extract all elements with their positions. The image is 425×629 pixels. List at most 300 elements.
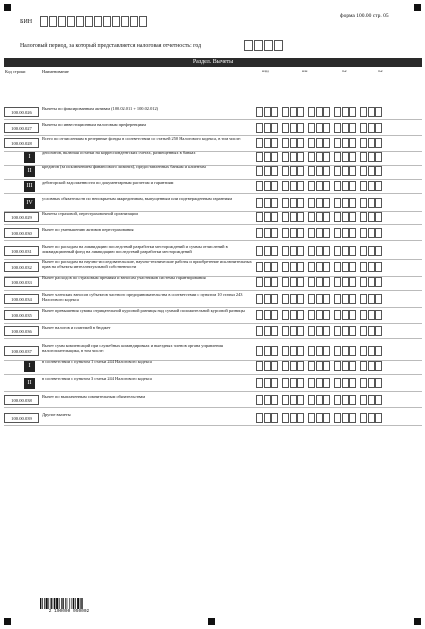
amount-digit-cell[interactable] — [282, 294, 289, 304]
amount-digit-cell[interactable] — [297, 152, 304, 162]
amount-digit-cell[interactable] — [368, 212, 375, 222]
amount-digit-cell[interactable] — [271, 228, 278, 238]
amount-digit-cell[interactable] — [360, 310, 367, 320]
amount-digit-cell[interactable] — [349, 166, 356, 176]
amount-digit-cell[interactable] — [375, 294, 382, 304]
amount-digit-cell[interactable] — [334, 228, 341, 238]
amount-digit-cell[interactable] — [342, 413, 349, 423]
row-amount-cells[interactable] — [256, 246, 383, 256]
amount-digit-cell[interactable] — [316, 228, 323, 238]
amount-digit-cell[interactable] — [297, 181, 304, 191]
row-amount-cells[interactable] — [256, 228, 383, 238]
amount-digit-cell[interactable] — [360, 277, 367, 287]
amount-digit-cell[interactable] — [334, 212, 341, 222]
amount-digit-cell[interactable] — [334, 246, 341, 256]
amount-digit-cell[interactable] — [349, 326, 356, 336]
amount-digit-cell[interactable] — [271, 413, 278, 423]
amount-digit-cell[interactable] — [316, 413, 323, 423]
amount-digit-cell[interactable] — [297, 361, 304, 371]
amount-digit-cell[interactable] — [349, 378, 356, 388]
amount-digit-cell[interactable] — [297, 166, 304, 176]
amount-digit-cell[interactable] — [271, 152, 278, 162]
amount-digit-cell[interactable] — [297, 198, 304, 208]
amount-digit-cell[interactable] — [290, 123, 297, 133]
amount-digit-cell[interactable] — [323, 361, 330, 371]
amount-digit-cell[interactable] — [256, 198, 263, 208]
amount-digit-cell[interactable] — [342, 212, 349, 222]
amount-digit-cell[interactable] — [264, 246, 271, 256]
row-amount-cells[interactable] — [256, 413, 383, 423]
amount-digit-cell[interactable] — [282, 346, 289, 356]
amount-digit-cell[interactable] — [323, 138, 330, 148]
amount-digit-cell[interactable] — [256, 166, 263, 176]
amount-digit-cell[interactable] — [316, 212, 323, 222]
amount-digit-cell[interactable] — [297, 212, 304, 222]
amount-digit-cell[interactable] — [375, 228, 382, 238]
amount-digit-cell[interactable] — [349, 198, 356, 208]
amount-digit-cell[interactable] — [297, 326, 304, 336]
amount-digit-cell[interactable] — [290, 107, 297, 117]
amount-digit-cell[interactable] — [316, 361, 323, 371]
amount-digit-cell[interactable] — [375, 107, 382, 117]
amount-digit-cell[interactable] — [323, 246, 330, 256]
amount-digit-cell[interactable] — [290, 277, 297, 287]
amount-digit-cell[interactable] — [256, 294, 263, 304]
amount-digit-cell[interactable] — [368, 277, 375, 287]
amount-digit-cell[interactable] — [342, 262, 349, 272]
amount-digit-cell[interactable] — [349, 413, 356, 423]
amount-digit-cell[interactable] — [308, 123, 315, 133]
amount-digit-cell[interactable] — [323, 212, 330, 222]
amount-digit-cell[interactable] — [368, 262, 375, 272]
amount-digit-cell[interactable] — [271, 378, 278, 388]
amount-digit-cell[interactable] — [308, 152, 315, 162]
amount-digit-cell[interactable] — [349, 138, 356, 148]
amount-digit-cell[interactable] — [360, 181, 367, 191]
amount-digit-cell[interactable] — [375, 378, 382, 388]
amount-digit-cell[interactable] — [323, 310, 330, 320]
amount-digit-cell[interactable] — [360, 228, 367, 238]
row-amount-cells[interactable] — [256, 212, 383, 222]
amount-digit-cell[interactable] — [342, 138, 349, 148]
amount-digit-cell[interactable] — [342, 181, 349, 191]
amount-digit-cell[interactable] — [256, 346, 263, 356]
amount-digit-cell[interactable] — [256, 361, 263, 371]
amount-digit-cell[interactable] — [282, 395, 289, 405]
amount-digit-cell[interactable] — [271, 246, 278, 256]
amount-digit-cell[interactable] — [297, 277, 304, 287]
amount-digit-cell[interactable] — [264, 413, 271, 423]
amount-digit-cell[interactable] — [323, 277, 330, 287]
amount-digit-cell[interactable] — [282, 228, 289, 238]
amount-digit-cell[interactable] — [316, 198, 323, 208]
amount-digit-cell[interactable] — [334, 262, 341, 272]
amount-digit-cell[interactable] — [256, 246, 263, 256]
amount-digit-cell[interactable] — [282, 138, 289, 148]
amount-digit-cell[interactable] — [264, 277, 271, 287]
row-amount-cells[interactable] — [256, 107, 383, 117]
amount-digit-cell[interactable] — [368, 346, 375, 356]
amount-digit-cell[interactable] — [368, 246, 375, 256]
amount-digit-cell[interactable] — [264, 123, 271, 133]
amount-digit-cell[interactable] — [334, 152, 341, 162]
amount-digit-cell[interactable] — [308, 326, 315, 336]
amount-digit-cell[interactable] — [282, 166, 289, 176]
row-amount-cells[interactable] — [256, 123, 383, 133]
amount-digit-cell[interactable] — [308, 395, 315, 405]
amount-digit-cell[interactable] — [282, 107, 289, 117]
row-amount-cells[interactable] — [256, 138, 383, 148]
amount-digit-cell[interactable] — [323, 346, 330, 356]
amount-digit-cell[interactable] — [360, 361, 367, 371]
row-amount-cells[interactable] — [256, 395, 383, 405]
amount-digit-cell[interactable] — [323, 166, 330, 176]
amount-digit-cell[interactable] — [256, 181, 263, 191]
amount-digit-cell[interactable] — [375, 123, 382, 133]
amount-digit-cell[interactable] — [271, 346, 278, 356]
amount-digit-cell[interactable] — [360, 246, 367, 256]
amount-digit-cell[interactable] — [256, 152, 263, 162]
amount-digit-cell[interactable] — [290, 212, 297, 222]
amount-digit-cell[interactable] — [316, 123, 323, 133]
amount-digit-cell[interactable] — [297, 310, 304, 320]
amount-digit-cell[interactable] — [271, 294, 278, 304]
amount-digit-cell[interactable] — [360, 152, 367, 162]
amount-digit-cell[interactable] — [349, 123, 356, 133]
amount-digit-cell[interactable] — [375, 395, 382, 405]
amount-digit-cell[interactable] — [375, 361, 382, 371]
amount-digit-cell[interactable] — [342, 310, 349, 320]
amount-digit-cell[interactable] — [271, 138, 278, 148]
amount-digit-cell[interactable] — [308, 413, 315, 423]
amount-digit-cell[interactable] — [360, 413, 367, 423]
amount-digit-cell[interactable] — [349, 361, 356, 371]
amount-digit-cell[interactable] — [282, 277, 289, 287]
amount-digit-cell[interactable] — [334, 123, 341, 133]
amount-digit-cell[interactable] — [282, 198, 289, 208]
amount-digit-cell[interactable] — [290, 395, 297, 405]
amount-digit-cell[interactable] — [290, 198, 297, 208]
amount-digit-cell[interactable] — [282, 123, 289, 133]
amount-digit-cell[interactable] — [360, 326, 367, 336]
amount-digit-cell[interactable] — [349, 152, 356, 162]
amount-digit-cell[interactable] — [308, 198, 315, 208]
amount-digit-cell[interactable] — [334, 198, 341, 208]
amount-digit-cell[interactable] — [271, 262, 278, 272]
amount-digit-cell[interactable] — [316, 326, 323, 336]
amount-digit-cell[interactable] — [264, 166, 271, 176]
amount-digit-cell[interactable] — [342, 277, 349, 287]
amount-digit-cell[interactable] — [297, 378, 304, 388]
amount-digit-cell[interactable] — [349, 277, 356, 287]
amount-digit-cell[interactable] — [297, 123, 304, 133]
amount-digit-cell[interactable] — [360, 107, 367, 117]
amount-digit-cell[interactable] — [282, 246, 289, 256]
amount-digit-cell[interactable] — [264, 138, 271, 148]
amount-digit-cell[interactable] — [334, 378, 341, 388]
amount-digit-cell[interactable] — [349, 212, 356, 222]
amount-digit-cell[interactable] — [308, 378, 315, 388]
amount-digit-cell[interactable] — [297, 138, 304, 148]
amount-digit-cell[interactable] — [342, 294, 349, 304]
amount-digit-cell[interactable] — [323, 228, 330, 238]
amount-digit-cell[interactable] — [323, 198, 330, 208]
amount-digit-cell[interactable] — [349, 181, 356, 191]
amount-digit-cell[interactable] — [368, 413, 375, 423]
amount-digit-cell[interactable] — [256, 326, 263, 336]
row-amount-cells[interactable] — [256, 152, 383, 162]
amount-digit-cell[interactable] — [375, 346, 382, 356]
amount-digit-cell[interactable] — [360, 378, 367, 388]
amount-digit-cell[interactable] — [256, 378, 263, 388]
amount-digit-cell[interactable] — [256, 413, 263, 423]
amount-digit-cell[interactable] — [282, 378, 289, 388]
amount-digit-cell[interactable] — [308, 346, 315, 356]
amount-digit-cell[interactable] — [308, 166, 315, 176]
amount-digit-cell[interactable] — [264, 294, 271, 304]
amount-digit-cell[interactable] — [308, 138, 315, 148]
amount-digit-cell[interactable] — [290, 138, 297, 148]
amount-digit-cell[interactable] — [264, 361, 271, 371]
amount-digit-cell[interactable] — [360, 138, 367, 148]
amount-digit-cell[interactable] — [271, 107, 278, 117]
amount-digit-cell[interactable] — [375, 198, 382, 208]
amount-digit-cell[interactable] — [368, 107, 375, 117]
amount-digit-cell[interactable] — [360, 395, 367, 405]
amount-digit-cell[interactable] — [256, 228, 263, 238]
amount-digit-cell[interactable] — [308, 246, 315, 256]
row-amount-cells[interactable] — [256, 262, 383, 272]
amount-digit-cell[interactable] — [334, 138, 341, 148]
amount-digit-cell[interactable] — [308, 310, 315, 320]
amount-digit-cell[interactable] — [308, 181, 315, 191]
amount-digit-cell[interactable] — [290, 152, 297, 162]
amount-digit-cell[interactable] — [342, 361, 349, 371]
amount-digit-cell[interactable] — [375, 212, 382, 222]
amount-digit-cell[interactable] — [375, 277, 382, 287]
amount-digit-cell[interactable] — [342, 378, 349, 388]
amount-digit-cell[interactable] — [290, 378, 297, 388]
amount-digit-cell[interactable] — [334, 395, 341, 405]
bin-cells[interactable] — [40, 16, 148, 27]
amount-digit-cell[interactable] — [342, 326, 349, 336]
amount-digit-cell[interactable] — [375, 152, 382, 162]
amount-digit-cell[interactable] — [323, 378, 330, 388]
amount-digit-cell[interactable] — [368, 326, 375, 336]
amount-digit-cell[interactable] — [342, 246, 349, 256]
amount-digit-cell[interactable] — [282, 181, 289, 191]
period-year-cells[interactable] — [244, 40, 284, 51]
amount-digit-cell[interactable] — [316, 395, 323, 405]
amount-digit-cell[interactable] — [264, 346, 271, 356]
amount-digit-cell[interactable] — [256, 212, 263, 222]
row-amount-cells[interactable] — [256, 378, 383, 388]
amount-digit-cell[interactable] — [375, 262, 382, 272]
amount-digit-cell[interactable] — [290, 310, 297, 320]
amount-digit-cell[interactable] — [290, 346, 297, 356]
amount-digit-cell[interactable] — [316, 166, 323, 176]
amount-digit-cell[interactable] — [323, 262, 330, 272]
amount-digit-cell[interactable] — [368, 138, 375, 148]
amount-digit-cell[interactable] — [349, 310, 356, 320]
amount-digit-cell[interactable] — [256, 107, 263, 117]
amount-digit-cell[interactable] — [323, 152, 330, 162]
amount-digit-cell[interactable] — [349, 246, 356, 256]
amount-digit-cell[interactable] — [323, 123, 330, 133]
amount-digit-cell[interactable] — [334, 107, 341, 117]
amount-digit-cell[interactable] — [264, 228, 271, 238]
amount-digit-cell[interactable] — [297, 294, 304, 304]
amount-digit-cell[interactable] — [334, 413, 341, 423]
amount-digit-cell[interactable] — [264, 326, 271, 336]
amount-digit-cell[interactable] — [342, 152, 349, 162]
amount-digit-cell[interactable] — [334, 181, 341, 191]
amount-digit-cell[interactable] — [256, 395, 263, 405]
amount-digit-cell[interactable] — [297, 246, 304, 256]
amount-digit-cell[interactable] — [264, 152, 271, 162]
amount-digit-cell[interactable] — [264, 378, 271, 388]
amount-digit-cell[interactable] — [349, 228, 356, 238]
amount-digit-cell[interactable] — [256, 138, 263, 148]
amount-digit-cell[interactable] — [342, 123, 349, 133]
amount-digit-cell[interactable] — [368, 294, 375, 304]
row-amount-cells[interactable] — [256, 181, 383, 191]
amount-digit-cell[interactable] — [308, 107, 315, 117]
amount-digit-cell[interactable] — [316, 310, 323, 320]
amount-digit-cell[interactable] — [282, 310, 289, 320]
amount-digit-cell[interactable] — [271, 326, 278, 336]
amount-digit-cell[interactable] — [308, 228, 315, 238]
amount-digit-cell[interactable] — [264, 310, 271, 320]
amount-digit-cell[interactable] — [316, 246, 323, 256]
amount-digit-cell[interactable] — [360, 123, 367, 133]
amount-digit-cell[interactable] — [316, 152, 323, 162]
amount-digit-cell[interactable] — [290, 413, 297, 423]
amount-digit-cell[interactable] — [342, 228, 349, 238]
amount-digit-cell[interactable] — [308, 212, 315, 222]
amount-digit-cell[interactable] — [308, 294, 315, 304]
amount-digit-cell[interactable] — [375, 246, 382, 256]
amount-digit-cell[interactable] — [334, 310, 341, 320]
amount-digit-cell[interactable] — [334, 361, 341, 371]
amount-digit-cell[interactable] — [316, 277, 323, 287]
amount-digit-cell[interactable] — [256, 277, 263, 287]
amount-digit-cell[interactable] — [290, 326, 297, 336]
amount-digit-cell[interactable] — [316, 107, 323, 117]
amount-digit-cell[interactable] — [264, 395, 271, 405]
amount-digit-cell[interactable] — [290, 262, 297, 272]
amount-digit-cell[interactable] — [360, 294, 367, 304]
amount-digit-cell[interactable] — [368, 228, 375, 238]
amount-digit-cell[interactable] — [349, 346, 356, 356]
amount-digit-cell[interactable] — [375, 413, 382, 423]
amount-digit-cell[interactable] — [282, 262, 289, 272]
amount-digit-cell[interactable] — [375, 310, 382, 320]
amount-digit-cell[interactable] — [290, 246, 297, 256]
amount-digit-cell[interactable] — [342, 107, 349, 117]
amount-digit-cell[interactable] — [360, 346, 367, 356]
amount-digit-cell[interactable] — [271, 198, 278, 208]
amount-digit-cell[interactable] — [290, 294, 297, 304]
amount-digit-cell[interactable] — [334, 294, 341, 304]
amount-digit-cell[interactable] — [368, 310, 375, 320]
amount-digit-cell[interactable] — [271, 361, 278, 371]
amount-digit-cell[interactable] — [342, 395, 349, 405]
row-amount-cells[interactable] — [256, 294, 383, 304]
amount-digit-cell[interactable] — [342, 198, 349, 208]
amount-digit-cell[interactable] — [334, 326, 341, 336]
amount-digit-cell[interactable] — [368, 123, 375, 133]
amount-digit-cell[interactable] — [323, 326, 330, 336]
amount-digit-cell[interactable] — [334, 346, 341, 356]
amount-digit-cell[interactable] — [282, 152, 289, 162]
amount-digit-cell[interactable] — [316, 181, 323, 191]
amount-digit-cell[interactable] — [282, 326, 289, 336]
amount-digit-cell[interactable] — [264, 262, 271, 272]
amount-digit-cell[interactable] — [368, 166, 375, 176]
amount-digit-cell[interactable] — [342, 346, 349, 356]
amount-digit-cell[interactable] — [323, 395, 330, 405]
amount-digit-cell[interactable] — [297, 413, 304, 423]
amount-digit-cell[interactable] — [368, 361, 375, 371]
amount-digit-cell[interactable] — [375, 138, 382, 148]
amount-digit-cell[interactable] — [308, 277, 315, 287]
amount-digit-cell[interactable] — [297, 395, 304, 405]
amount-digit-cell[interactable] — [334, 166, 341, 176]
amount-digit-cell[interactable] — [290, 361, 297, 371]
amount-digit-cell[interactable] — [290, 181, 297, 191]
row-amount-cells[interactable] — [256, 166, 383, 176]
amount-digit-cell[interactable] — [323, 181, 330, 191]
amount-digit-cell[interactable] — [271, 395, 278, 405]
amount-digit-cell[interactable] — [297, 107, 304, 117]
row-amount-cells[interactable] — [256, 198, 383, 208]
amount-digit-cell[interactable] — [264, 181, 271, 191]
amount-digit-cell[interactable] — [349, 395, 356, 405]
amount-digit-cell[interactable] — [342, 166, 349, 176]
amount-digit-cell[interactable] — [360, 198, 367, 208]
amount-digit-cell[interactable] — [323, 413, 330, 423]
amount-digit-cell[interactable] — [334, 277, 341, 287]
amount-digit-cell[interactable] — [349, 294, 356, 304]
amount-digit-cell[interactable] — [360, 166, 367, 176]
amount-digit-cell[interactable] — [271, 166, 278, 176]
amount-digit-cell[interactable] — [297, 346, 304, 356]
amount-digit-cell[interactable] — [264, 198, 271, 208]
amount-digit-cell[interactable] — [308, 262, 315, 272]
amount-digit-cell[interactable] — [323, 294, 330, 304]
row-amount-cells[interactable] — [256, 310, 383, 320]
amount-digit-cell[interactable] — [264, 107, 271, 117]
row-amount-cells[interactable] — [256, 361, 383, 371]
amount-digit-cell[interactable] — [282, 413, 289, 423]
amount-digit-cell[interactable] — [271, 277, 278, 287]
amount-digit-cell[interactable] — [323, 107, 330, 117]
amount-digit-cell[interactable] — [290, 228, 297, 238]
amount-digit-cell[interactable] — [271, 212, 278, 222]
amount-digit-cell[interactable] — [271, 310, 278, 320]
amount-digit-cell[interactable] — [368, 152, 375, 162]
row-amount-cells[interactable] — [256, 346, 383, 356]
amount-digit-cell[interactable] — [271, 123, 278, 133]
amount-digit-cell[interactable] — [360, 262, 367, 272]
amount-digit-cell[interactable] — [290, 166, 297, 176]
amount-digit-cell[interactable] — [316, 378, 323, 388]
amount-digit-cell[interactable] — [316, 294, 323, 304]
amount-digit-cell[interactable] — [308, 361, 315, 371]
amount-digit-cell[interactable] — [360, 212, 367, 222]
amount-digit-cell[interactable] — [375, 181, 382, 191]
